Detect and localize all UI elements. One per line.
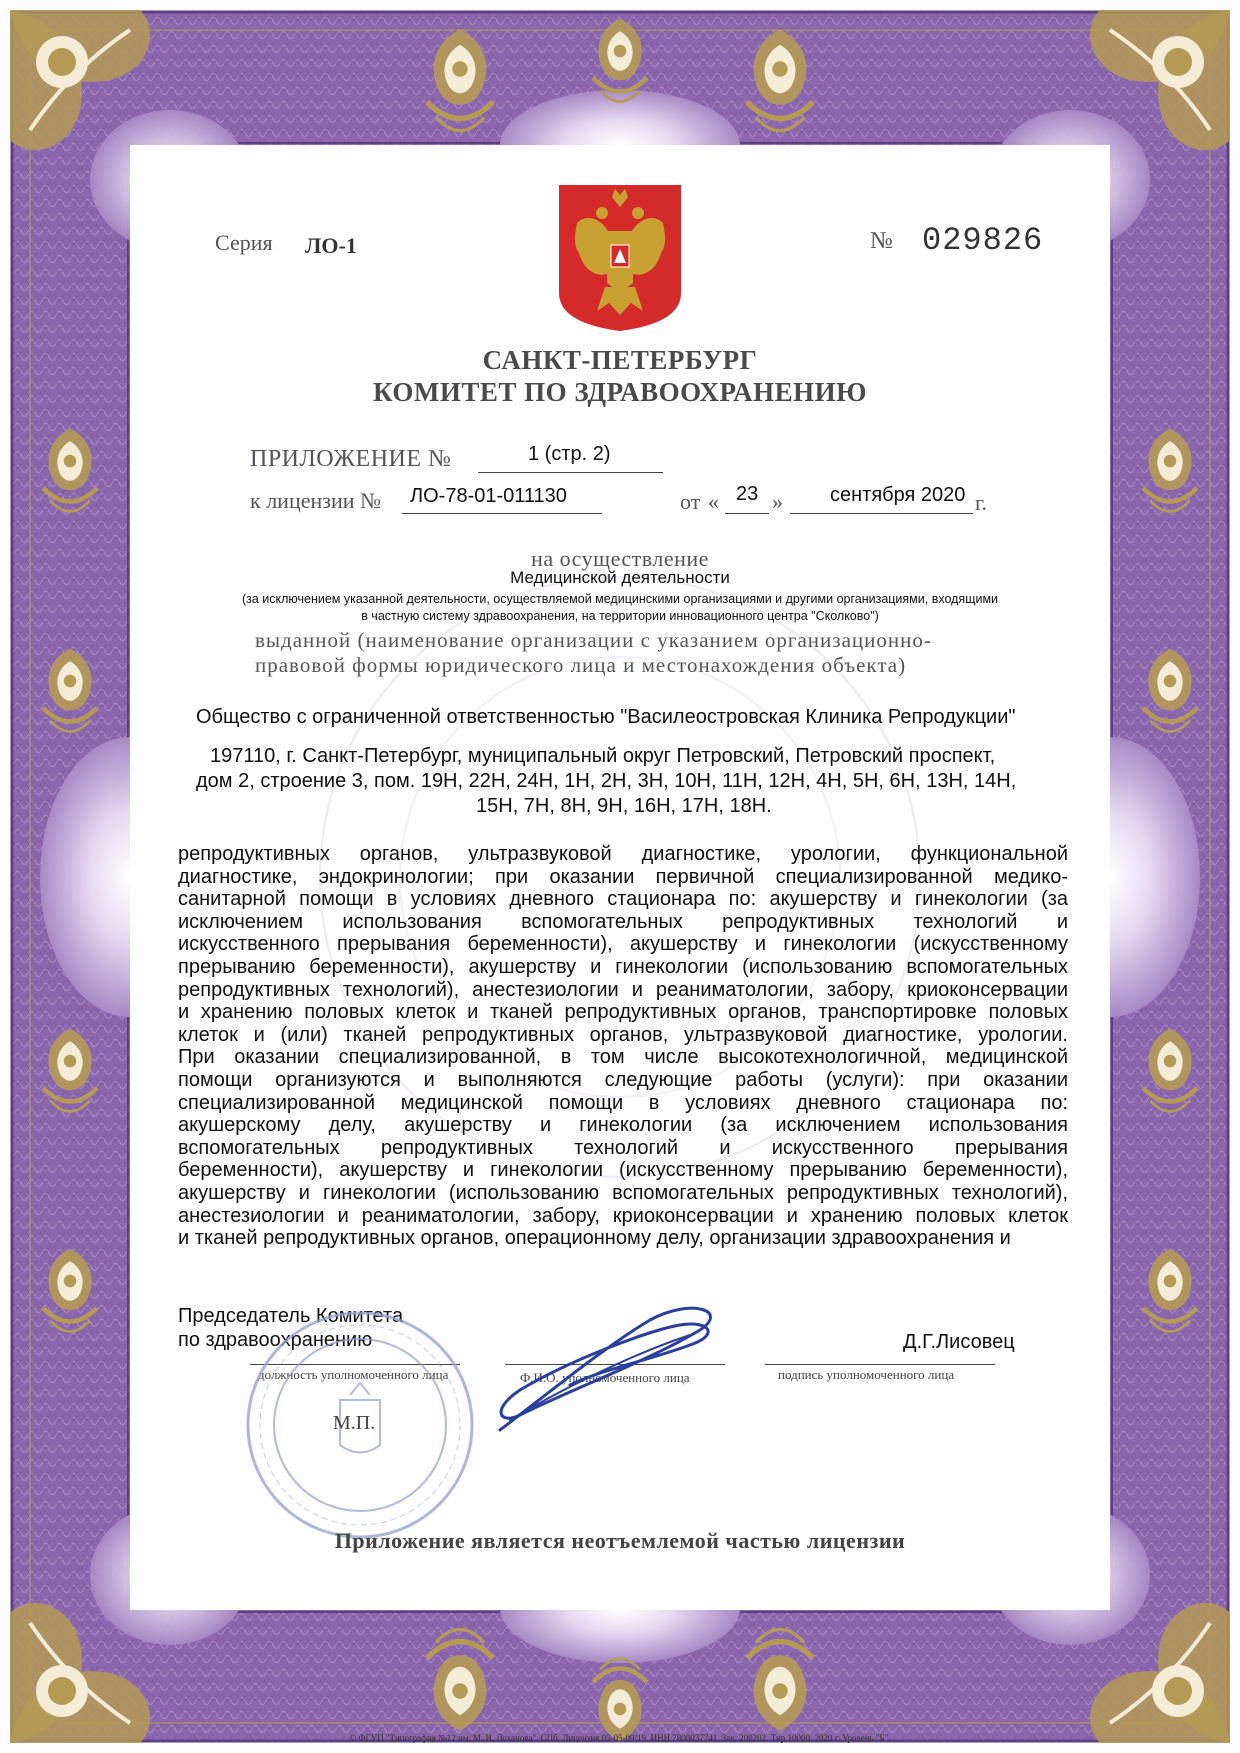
body-line: специализированной медицинской помощи в условиях дневного стационара по: [178, 1091, 1068, 1114]
body-line: и тканей репродуктивных органов, операционному делу, организации здравоохранения и [178, 1227, 1011, 1250]
caption-signature: подпись уполномоченного лица [778, 1367, 955, 1382]
body-line: анестезиологии и реаниматологии, забору, криоконсервации и хранению половых клеток [178, 1204, 1068, 1227]
license-date-from: от [680, 489, 701, 514]
activity-name: Медицинской деятельности [510, 568, 730, 587]
appendix-value: 1 (стр. 2) [528, 443, 611, 465]
license-month-underline [790, 513, 973, 514]
organization-address-line3: 15Н, 7Н, 8Н, 9Н, 16Н, 17Н, 18Н. [476, 795, 772, 817]
signer-position-line2: по здравоохранению [178, 1329, 373, 1351]
body-line: диагностике, эндокринологии; при оказании первичной специализированной медико- [178, 865, 1068, 888]
activity-note-line2: в частную систему здравоохранения, на территории инновационного центра "Сколково") [361, 609, 879, 623]
license-date-month-year: сентября 2020 [830, 484, 966, 506]
signer-position-line1: Председатель Комитета [178, 1305, 404, 1327]
license-date-day: 23 [736, 483, 759, 505]
activity-note-line1: (за исключением указанной деятельности, осуществляемой медицинскими организациями и другими организациями, входящими [241, 592, 999, 606]
series-label: Серия [215, 230, 273, 255]
russian-coat-of-arms-icon [557, 183, 683, 333]
closing-statement: Приложение является неотъемлемой частью лицензии [334, 1528, 906, 1553]
body-line: акушерству и гинекологии (использованию вспомогательных репродуктивных технологий), [178, 1181, 1068, 1204]
body-line: репродуктивных органов, ультразвуковой диагностике, урологии, функциональной [178, 843, 1068, 865]
body-line: вспомогательных репродуктивных технологий и искусственного прерывания [178, 1136, 1068, 1159]
seal-place-label: М.П. [333, 1412, 376, 1434]
body-line: клеток и (или) тканей репродуктивных органов, ультразвуковой диагностике, урологии. [178, 1023, 1068, 1046]
license-body-text [178, 843, 1068, 1250]
license-date-quote-close: » [772, 489, 783, 514]
authority-city: САНКТ-ПЕТЕРБУРГ [482, 345, 758, 375]
body-line: исключением использования вспомогательных репродуктивных технологий и [178, 910, 1068, 933]
signature-underline [765, 1364, 995, 1365]
license-number-underline [402, 513, 602, 514]
signer-name: Д.Г.Лисовец [903, 1331, 1015, 1353]
license-label: к лицензии № [250, 488, 381, 513]
organization-address-line2: дом 2, строение 3, пом. 19Н, 22Н, 24Н, 1Н, 2Н, 3Н, 10Н, 11Н, 12Н, 4Н, 5Н, 6Н, 13Н, 14Н, [196, 770, 1017, 792]
license-number: ЛО-78-01-011130 [410, 485, 567, 507]
body-line: репродуктивных технологий), анестезиологии и реаниматологии, забору, криоконсервации [178, 978, 1068, 1001]
organization-address-line1: 197110, г. Санкт-Петербург, муниципальный округ Петровский, Петровский проспект, [210, 745, 996, 767]
caption-position: должность уполномоченного лица [258, 1367, 449, 1382]
activity-intro: на осуществление [531, 546, 709, 571]
authority-committee: КОМИТЕТ ПО ЗДРАВООХРАНЕНИЮ [373, 377, 867, 407]
body-line: и хранению половых клеток и тканей репродуктивных органов, транспортировке половых [178, 1001, 1068, 1024]
body-line: прерыванию беременности), акушерству и гинекологии (использованию вспомогательных [178, 955, 1068, 978]
printer-footer-note: © ФГУП "Типография №12 им. М. И. Лоханова". СПб. Лицензия 05-05-09/19. ИНН 7808037741. Зак. 200202. Тир.10000. 2020 г. Уровень "Б". [349, 1733, 891, 1743]
body-line: искусственного прерывания беременности), акушерству и гинекологии (искусственному [178, 933, 1068, 956]
body-line: беременности), акушерству и гинекологии (искусственному прерыванию беременности), [178, 1159, 1068, 1182]
handwritten-signature-icon [480, 1290, 740, 1450]
issued-line2: правовой формы юридического лица и местонахождения объекта) [255, 653, 907, 677]
number-sign: № [870, 228, 893, 254]
series-value: ЛО-1 [305, 233, 357, 258]
appendix-underline [478, 472, 663, 473]
license-day-underline [725, 513, 769, 514]
body-line: акушерскому делу, акушерству и гинекологии (за исключением использования [178, 1114, 1068, 1137]
license-form-number: 029826 [922, 222, 1044, 259]
body-line: помощи организуются и выполняются следующие работы (услуги): при оказании [178, 1068, 1068, 1091]
body-line: При оказании специализированной, в том числе высокотехнологичной, медицинской [178, 1046, 1068, 1069]
issued-line1: выданной (наименование организации с указанием организационно- [255, 628, 932, 652]
organization-name: Общество с ограниченной ответственностью "Василеостровская Клиника Репродукции" [196, 706, 1016, 728]
body-line: санитарной помощи в условиях дневного стационара по: акушерству и гинекологии (за [178, 888, 1068, 911]
license-date-quote-open: « [708, 489, 719, 514]
caption-name: Ф.И.О. уполномоченного лица [520, 1370, 690, 1385]
license-year-suffix: г. [975, 490, 988, 515]
appendix-label: ПРИЛОЖЕНИЕ № [250, 446, 452, 472]
